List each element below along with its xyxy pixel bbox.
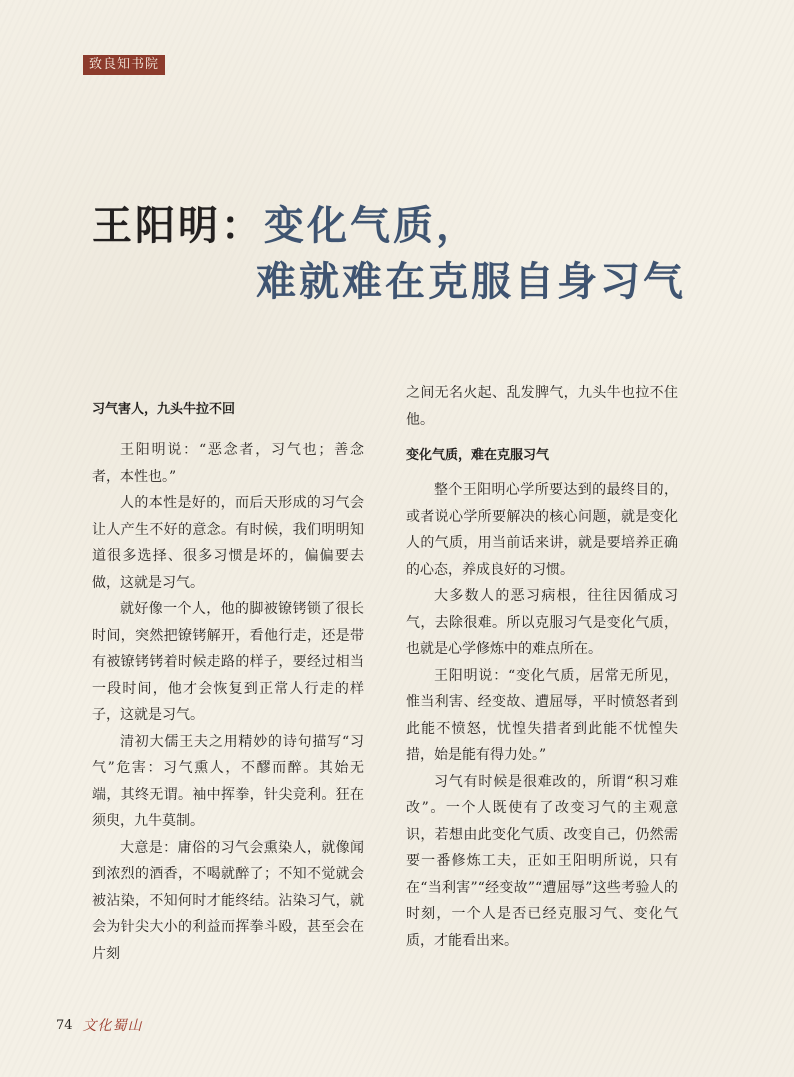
paragraph: 人的本性是好的，而后天形成的习气会让人产生不好的意念。有时候，我们明明知道很多选择、很多习惯是坏的，偏偏要去做，这就是习气。 — [92, 495, 364, 591]
paragraph: 整个王阳明心学所要达到的最终目的，或者说心学所要解决的核心问题，就是变化人的气质，用当前话来讲，就是要培养正确的心态，养成良好的习惯。 — [406, 482, 678, 578]
paragraph: 习气有时候是很难改的，所谓“积习难改”。一个人既使有了改变习气的主观意识，若想由此变化气质、改变自己，仍然需要一番修炼工夫，正如王阳明所说，只有在“当利害”“经变故”“遭屈辱”这些考验人的时刻，一个人是否已经克服习气、变化气质，才能看出来。 — [406, 773, 678, 949]
title-line-2: 难就难在克服自身习气 — [256, 258, 686, 305]
page-footer — [56, 1015, 143, 1035]
article-title — [92, 198, 732, 310]
paragraph: 就好像一个人，他的脚被镣铐锁了很长时间，突然把镣铐解开，看他行走，还是带有被镣铐铐着时候走路的样子，要经过相当一段时间，他才会恢复到正常人行走的样子，这就是习气。 — [92, 601, 364, 723]
paragraph: 王阳明说：“变化气质，居常无所见，惟当利害、经变故、遭屈辱，平时愤怒者到此能不愤怒，忧惶失措者到此能不忧惶失措，始是能有得力处。” — [406, 667, 678, 763]
title-name: 王阳明： — [92, 202, 264, 249]
paragraph: 大多数人的恶习病根，往往因循成习气，去除很难。所以克服习气是变化气质，也就是心学修炼中的难点所在。 — [406, 588, 678, 657]
left-column — [92, 380, 364, 967]
magazine-logo: 文化蜀山 — [82, 1018, 143, 1034]
paragraph: 大意是：庸俗的习气会熏染人，就像闻到浓烈的酒香，不喝就醉了；不知不觉就会被沾染，不知何时才能终结。沾染习气，就会为针尖大小的利益而挥拳斗殴，甚至会在片刻 — [92, 839, 364, 962]
right-section-heading: 变化气质，难在克服习气 — [406, 448, 550, 463]
title-line-1 — [92, 198, 732, 254]
page-number: 74 — [56, 1017, 73, 1033]
section-tag: 致良知书院 — [83, 55, 165, 75]
paragraph-continuation: 之间无名火起、乱发脾气，九头牛也拉不住他。 — [406, 385, 678, 428]
paragraph: 清初大儒王夫之用精妙的诗句描写“习气”危害：习气熏人，不醪而醉。其始无端，其终无谓。袖中挥拳，针尖竞利。狂在须臾，九牛莫制。 — [92, 733, 364, 829]
title-line1-rest: 变化气质， — [264, 202, 479, 249]
left-section-heading: 习气害人，九头牛拉不回 — [92, 402, 236, 417]
paragraph: 王阳明说：“恶念者，习气也；善念者，本性也。” — [92, 442, 364, 485]
right-column — [406, 380, 678, 954]
